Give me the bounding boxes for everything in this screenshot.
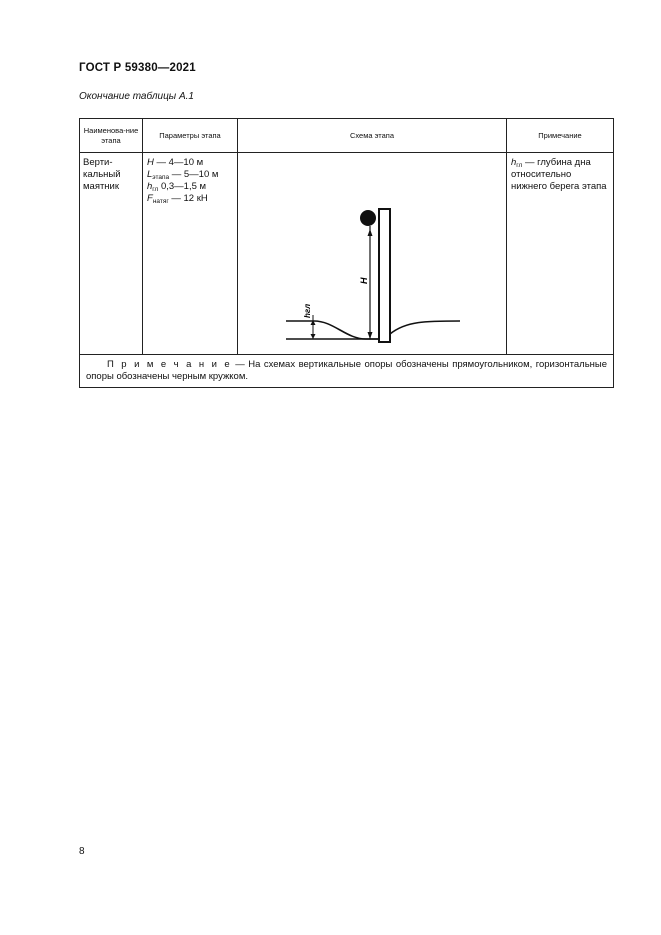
footnote-cell xyxy=(80,355,614,388)
horizontal-support-circle xyxy=(360,210,376,226)
stage-name: Верти-кальный маятник xyxy=(83,157,121,192)
footnote-text: — На схемах вертикальные опоры обозначены прямоугольником, горизонтальные опоры обозначены черным кружком. xyxy=(86,359,608,382)
col-header-scheme: Схема этапа xyxy=(238,119,507,153)
stage-name-cell xyxy=(80,153,143,355)
col-header-name: Наименова-ние этапа xyxy=(80,119,143,153)
vertical-pendulum-diagram xyxy=(238,153,507,350)
param-tension: $F_{натяг}$ — 12 кН xyxy=(147,193,208,205)
stage-note-cell xyxy=(507,153,614,355)
param-length: $L_{этапа}$ — 5—10 м xyxy=(147,169,219,181)
table-row xyxy=(80,153,614,355)
footnote-label: П р и м е ч а н и е xyxy=(106,359,232,370)
stage-scheme-cell xyxy=(238,153,507,355)
document-header: ГОСТ Р 59380—2021 xyxy=(79,62,196,74)
footnote-row xyxy=(80,355,614,388)
label-hgl: hгл xyxy=(303,303,312,318)
param-height: H — 4—10 м xyxy=(147,157,204,168)
h-arrow-bottom xyxy=(368,332,373,339)
ground-left xyxy=(286,321,379,339)
note-text: $h_{гл}$ — глубина дна относительно нижнего берега этапа xyxy=(511,157,607,192)
ground-right xyxy=(390,321,460,334)
table-header-row xyxy=(80,119,614,153)
h-arrow-top xyxy=(368,229,373,236)
stage-params-cell xyxy=(143,153,238,355)
vertical-support xyxy=(379,209,390,342)
page-number: 8 xyxy=(79,846,85,857)
col-header-note: Примечание xyxy=(507,119,614,153)
col-header-params: Параметры этапа xyxy=(143,119,238,153)
param-depth: $h_{гл}$ 0,3—1,5 м xyxy=(147,181,207,193)
label-h: H xyxy=(359,277,369,284)
table-caption: Окончание таблицы А.1 xyxy=(79,91,194,102)
stage-table xyxy=(79,118,614,388)
